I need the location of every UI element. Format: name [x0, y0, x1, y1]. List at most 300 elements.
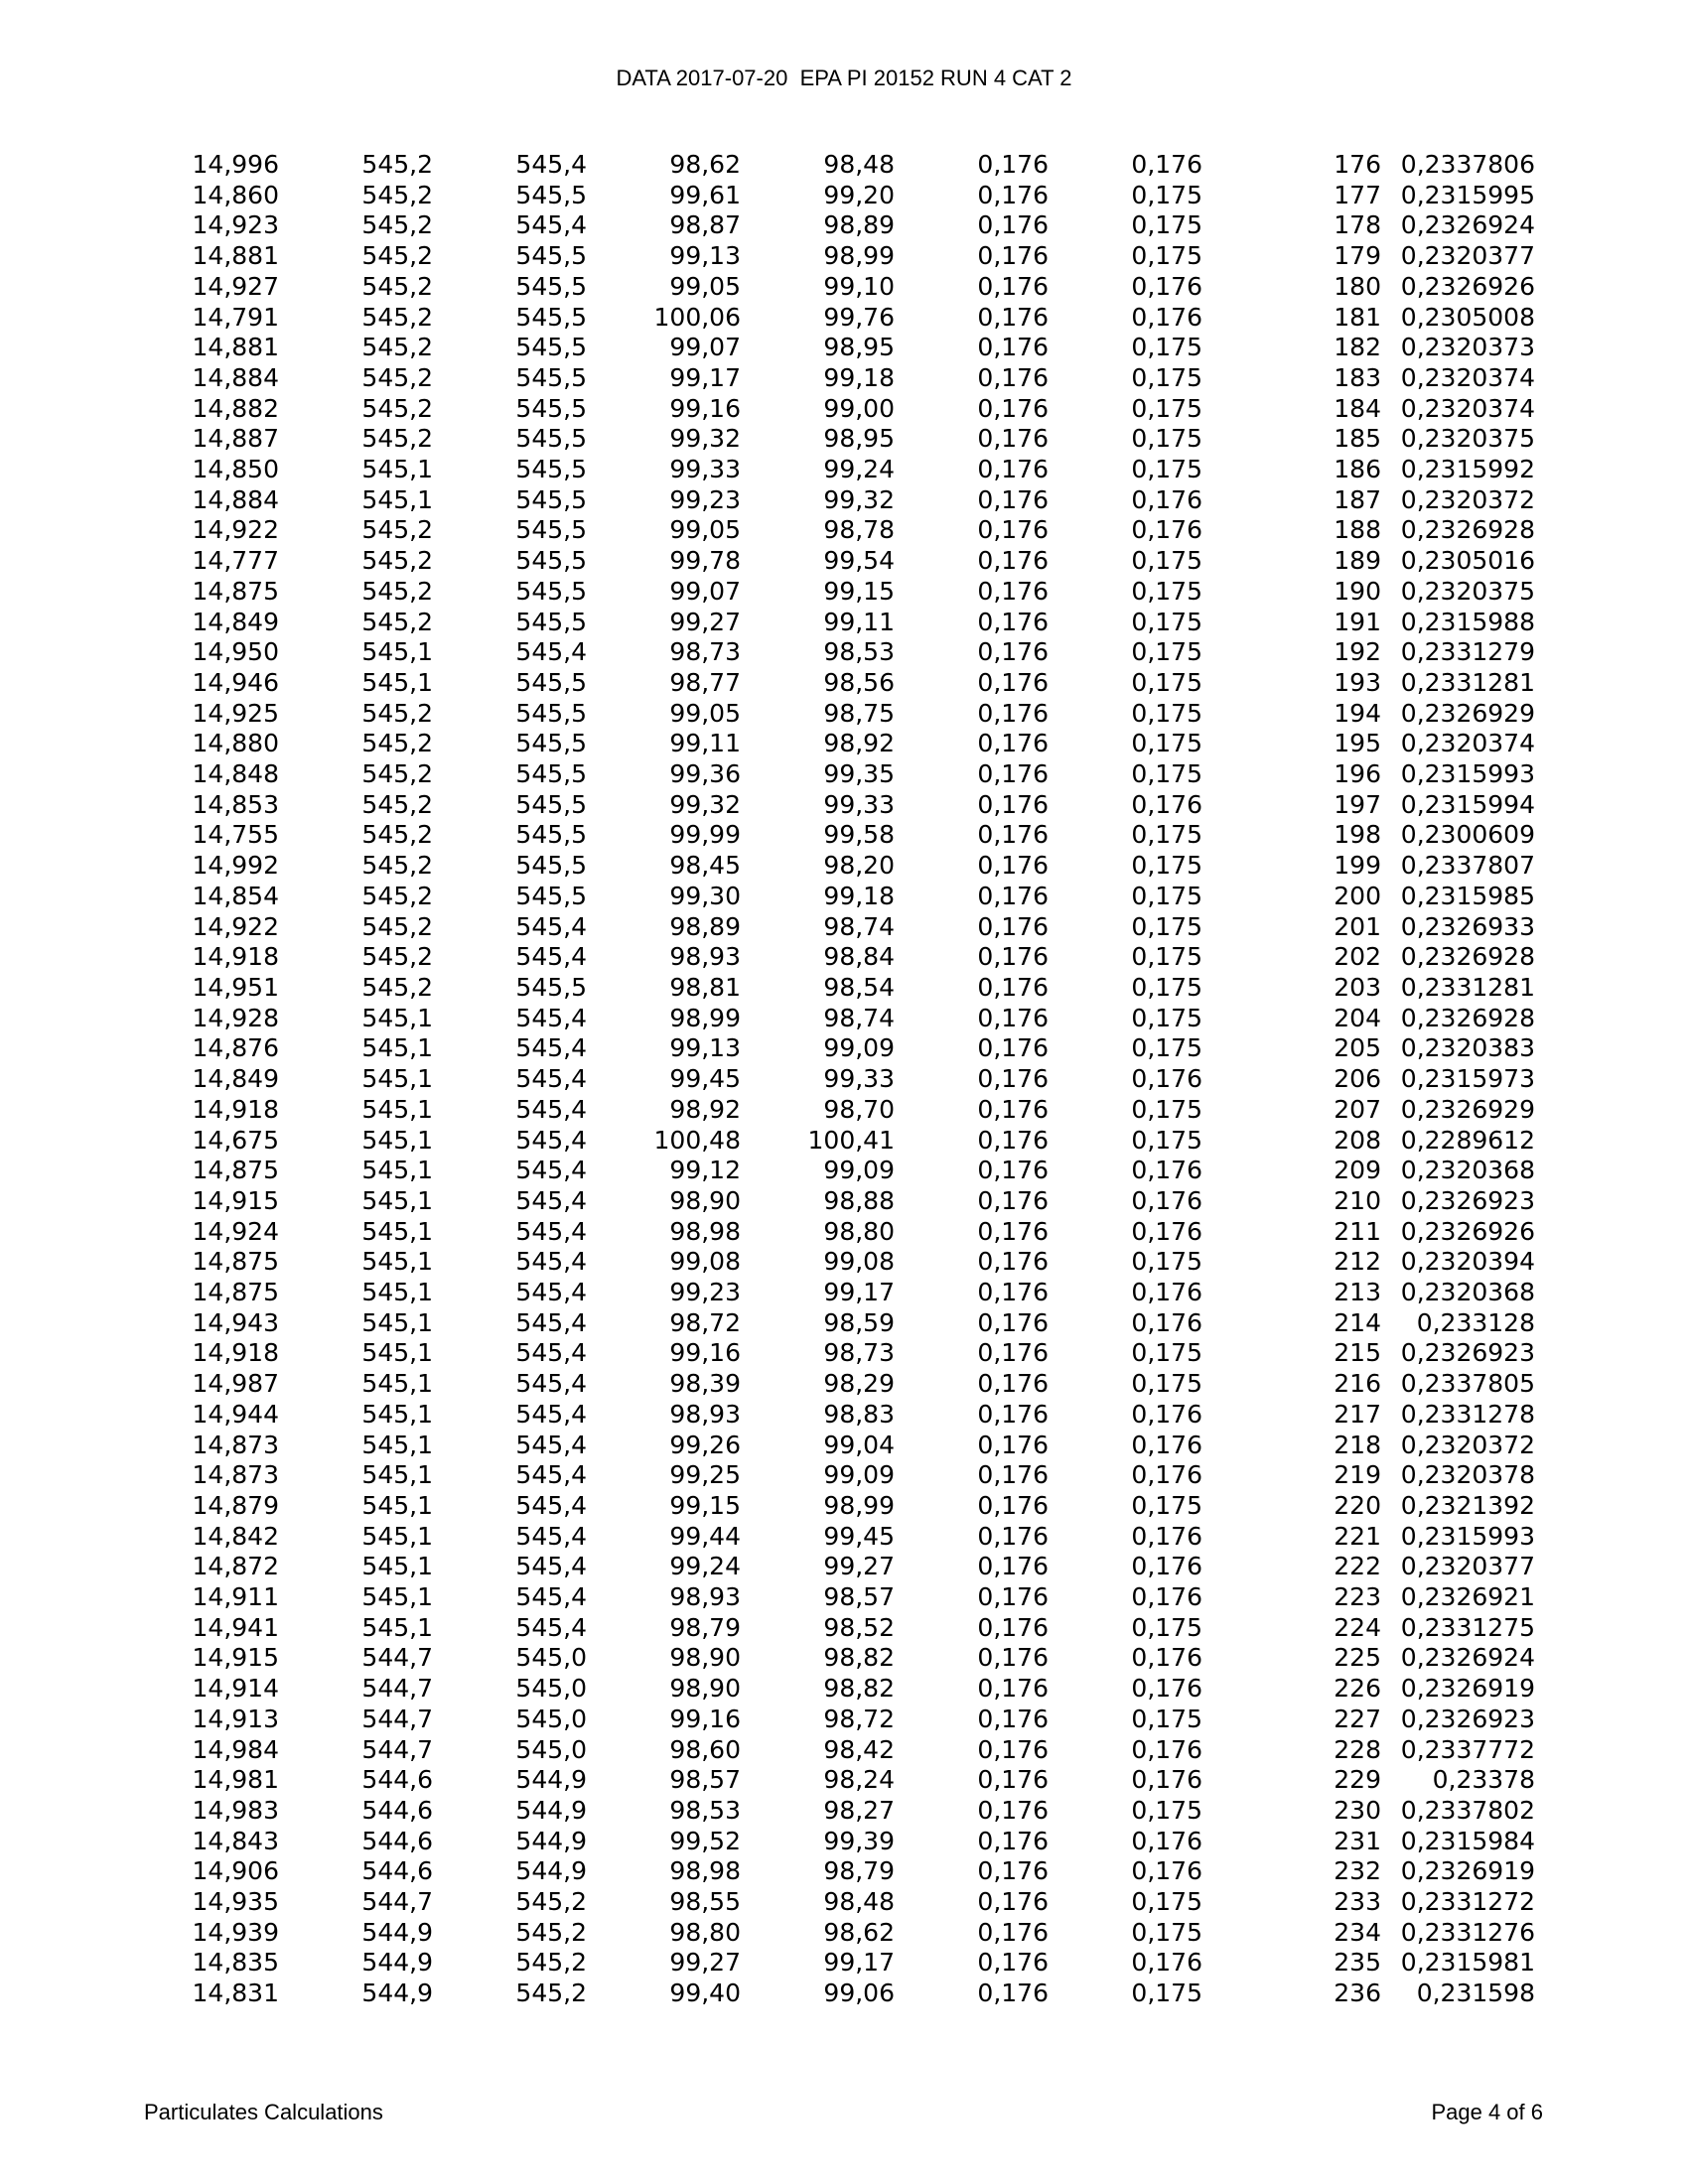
- table-cell: 0,176: [1131, 1826, 1202, 1855]
- table-cell: 545,5: [515, 302, 587, 332]
- table-cell: 100,48: [653, 1125, 741, 1155]
- table-cell: 0,176: [1131, 515, 1202, 545]
- table-cell: 545,2: [361, 333, 433, 362]
- table-row: [154, 759, 1535, 790]
- table-cell: 545,5: [515, 333, 587, 362]
- table-cell: 14,755: [192, 820, 279, 850]
- table-cell: 0,175: [1131, 1917, 1202, 1947]
- table-cell: 0,176: [977, 1033, 1049, 1063]
- table-cell: 195: [1334, 729, 1381, 758]
- table-cell: 545,2: [361, 576, 433, 606]
- table-cell: 545,1: [361, 1033, 433, 1063]
- table-cell: 14,981: [192, 1765, 279, 1795]
- table-cell: 0,176: [977, 851, 1049, 881]
- table-cell: 98,93: [669, 1582, 741, 1612]
- table-cell: 0,2326919: [1400, 1856, 1535, 1886]
- table-cell: 0,176: [1131, 1460, 1202, 1490]
- table-cell: 545,0: [515, 1643, 587, 1673]
- table-cell: 98,99: [823, 241, 895, 271]
- table-cell: 545,5: [515, 546, 587, 576]
- table-cell: 14,913: [192, 1704, 279, 1733]
- table-cell: 0,176: [977, 1216, 1049, 1246]
- table-cell: 205: [1334, 1033, 1381, 1063]
- table-cell: 186: [1334, 455, 1381, 484]
- table-cell: 98,82: [823, 1643, 895, 1673]
- table-cell: 0,2331276: [1400, 1917, 1535, 1947]
- table-cell: 0,2320372: [1400, 1430, 1535, 1459]
- table-cell: 188: [1334, 515, 1381, 545]
- table-cell: 14,992: [192, 851, 279, 881]
- table-cell: 0,2326928: [1400, 1003, 1535, 1032]
- table-cell: 0,2320368: [1400, 1278, 1535, 1307]
- table-cell: 545,4: [515, 942, 587, 972]
- table-cell: 98,90: [669, 1643, 741, 1673]
- table-cell: 0,2320375: [1400, 424, 1535, 454]
- table-cell: 98,77: [669, 667, 741, 697]
- table-row: [154, 1338, 1535, 1369]
- table-cell: 0,176: [977, 180, 1049, 209]
- table-cell: 99,32: [823, 484, 895, 514]
- table-cell: 14,944: [192, 1399, 279, 1429]
- table-cell: 0,176: [977, 150, 1049, 179]
- table-cell: 0,176: [1131, 302, 1202, 332]
- table-cell: 98,27: [823, 1795, 895, 1825]
- table-row: [154, 1186, 1535, 1217]
- table-row: [154, 210, 1535, 241]
- table-cell: 182: [1334, 333, 1381, 362]
- table-row: [154, 1460, 1535, 1491]
- table-cell: 99,20: [823, 180, 895, 209]
- table-cell: 99,35: [823, 759, 895, 789]
- table-cell: 98,29: [823, 1369, 895, 1399]
- table-cell: 0,176: [1131, 1734, 1202, 1764]
- table-cell: 545,4: [515, 1307, 587, 1337]
- table-cell: 99,00: [823, 393, 895, 423]
- table-cell: 545,1: [361, 1185, 433, 1215]
- table-cell: 232: [1334, 1856, 1381, 1886]
- table-cell: 0,176: [977, 424, 1049, 454]
- table-cell: 545,1: [361, 1460, 433, 1490]
- table-cell: 14,884: [192, 362, 279, 392]
- table-cell: 98,73: [823, 1338, 895, 1368]
- table-cell: 98,24: [823, 1765, 895, 1795]
- table-cell: 0,2320374: [1400, 362, 1535, 392]
- table-cell: 0,176: [1131, 271, 1202, 301]
- table-cell: 545,2: [361, 515, 433, 545]
- table-cell: 0,175: [1131, 1033, 1202, 1063]
- table-cell: 545,2: [361, 729, 433, 758]
- table-row: [154, 1796, 1535, 1827]
- table-cell: 0,2331278: [1400, 1399, 1535, 1429]
- table-cell: 0,2326924: [1400, 210, 1535, 240]
- table-cell: 98,74: [823, 1003, 895, 1032]
- table-cell: 545,5: [515, 759, 587, 789]
- table-cell: 545,1: [361, 1278, 433, 1307]
- table-cell: 0,2320368: [1400, 1156, 1535, 1185]
- table-cell: 99,07: [669, 333, 741, 362]
- table-cell: 0,176: [1131, 1521, 1202, 1551]
- table-cell: 14,943: [192, 1307, 279, 1337]
- table-cell: 99,06: [823, 1979, 895, 2008]
- table-cell: 14,915: [192, 1643, 279, 1673]
- table-cell: 99,04: [823, 1430, 895, 1459]
- table-row: [154, 1979, 1535, 2009]
- table-cell: 14,675: [192, 1125, 279, 1155]
- table-cell: 0,176: [1131, 1278, 1202, 1307]
- table-cell: 0,176: [977, 1795, 1049, 1825]
- table-cell: 99,25: [669, 1460, 741, 1490]
- table-cell: 545,1: [361, 1247, 433, 1277]
- table-cell: 545,1: [361, 1064, 433, 1094]
- table-cell: 0,23378: [1432, 1765, 1535, 1795]
- table-cell: 0,2320377: [1400, 1552, 1535, 1581]
- table-cell: 0,175: [1131, 1338, 1202, 1368]
- table-cell: 545,1: [361, 667, 433, 697]
- table-cell: 545,5: [515, 241, 587, 271]
- table-cell: 545,2: [361, 698, 433, 728]
- table-cell: 14,941: [192, 1612, 279, 1642]
- table-cell: 99,05: [669, 698, 741, 728]
- table-cell: 211: [1334, 1216, 1381, 1246]
- table-cell: 14,843: [192, 1826, 279, 1855]
- table-cell: 545,5: [515, 455, 587, 484]
- table-cell: 14,906: [192, 1856, 279, 1886]
- table-cell: 545,4: [515, 1521, 587, 1551]
- table-cell: 14,831: [192, 1979, 279, 2008]
- table-cell: 545,2: [361, 789, 433, 819]
- table-cell: 98,48: [823, 1887, 895, 1917]
- table-cell: 98,42: [823, 1734, 895, 1764]
- table-cell: 0,176: [977, 1674, 1049, 1704]
- table-cell: 545,2: [361, 607, 433, 636]
- table-cell: 545,0: [515, 1704, 587, 1733]
- table-cell: 0,176: [977, 1460, 1049, 1490]
- table-cell: 545,4: [515, 1460, 587, 1490]
- table-cell: 98,80: [823, 1216, 895, 1246]
- table-row: [154, 546, 1535, 577]
- table-cell: 545,5: [515, 271, 587, 301]
- table-cell: 99,12: [669, 1156, 741, 1185]
- table-cell: 14,880: [192, 729, 279, 758]
- table-row: [154, 1918, 1535, 1949]
- table-row: [154, 1278, 1535, 1308]
- table-cell: 544,7: [361, 1704, 433, 1733]
- table-cell: 545,4: [515, 1064, 587, 1094]
- table-row: [154, 1522, 1535, 1553]
- table-cell: 0,2300609: [1400, 820, 1535, 850]
- table-cell: 222: [1334, 1552, 1381, 1581]
- table-cell: 198: [1334, 820, 1381, 850]
- table-body: [154, 150, 1535, 2009]
- table-cell: 223: [1334, 1582, 1381, 1612]
- table-cell: 0,176: [1131, 1765, 1202, 1795]
- table-cell: 545,4: [515, 911, 587, 941]
- table-cell: 196: [1334, 759, 1381, 789]
- table-cell: 14,850: [192, 455, 279, 484]
- table-cell: 545,1: [361, 1369, 433, 1399]
- table-cell: 0,2331275: [1400, 1612, 1535, 1642]
- table-cell: 231: [1334, 1826, 1381, 1855]
- table-cell: 544,7: [361, 1887, 433, 1917]
- table-cell: 0,2315995: [1400, 180, 1535, 209]
- table-cell: 98,73: [669, 637, 741, 667]
- table-cell: 0,175: [1131, 820, 1202, 850]
- table-cell: 0,176: [977, 1612, 1049, 1642]
- table-cell: 98,93: [669, 1399, 741, 1429]
- table-cell: 545,0: [515, 1734, 587, 1764]
- table-cell: 14,987: [192, 1369, 279, 1399]
- table-cell: 0,175: [1131, 607, 1202, 636]
- table-cell: 0,176: [1131, 1399, 1202, 1429]
- table-cell: 0,175: [1131, 362, 1202, 392]
- table-cell: 99,08: [669, 1247, 741, 1277]
- table-cell: 545,4: [515, 1185, 587, 1215]
- table-cell: 0,176: [977, 698, 1049, 728]
- table-cell: 545,1: [361, 1338, 433, 1368]
- table-cell: 545,4: [515, 1156, 587, 1185]
- table-cell: 545,4: [515, 1490, 587, 1520]
- table-cell: 99,45: [669, 1064, 741, 1094]
- table-cell: 545,4: [515, 1338, 587, 1368]
- table-cell: 98,92: [669, 1094, 741, 1124]
- table-cell: 98,70: [823, 1094, 895, 1124]
- table-cell: 99,16: [669, 1338, 741, 1368]
- table-cell: 99,27: [823, 1552, 895, 1581]
- table-cell: 98,39: [669, 1369, 741, 1399]
- table-cell: 0,2326929: [1400, 1094, 1535, 1124]
- table-cell: 545,5: [515, 180, 587, 209]
- table-cell: 98,90: [669, 1185, 741, 1215]
- table-row: [154, 241, 1535, 272]
- table-cell: 215: [1334, 1338, 1381, 1368]
- table-cell: 0,175: [1131, 1795, 1202, 1825]
- table-row: [154, 851, 1535, 882]
- table-cell: 99,05: [669, 515, 741, 545]
- table-cell: 545,4: [515, 1125, 587, 1155]
- table-cell: 545,4: [515, 1430, 587, 1459]
- table-cell: 0,176: [977, 789, 1049, 819]
- table-cell: 0,176: [977, 210, 1049, 240]
- table-cell: 0,176: [977, 972, 1049, 1002]
- table-cell: 14,924: [192, 1216, 279, 1246]
- table-cell: 0,176: [1131, 1307, 1202, 1337]
- table-cell: 0,176: [1131, 1856, 1202, 1886]
- table-cell: 14,854: [192, 881, 279, 910]
- table-cell: 0,176: [977, 302, 1049, 332]
- table-cell: 99,30: [669, 881, 741, 910]
- table-cell: 0,176: [977, 1185, 1049, 1215]
- table-cell: 14,872: [192, 1552, 279, 1581]
- table-cell: 0,2337805: [1400, 1369, 1535, 1399]
- table-row: [154, 1095, 1535, 1126]
- table-cell: 99,76: [823, 302, 895, 332]
- table-cell: 14,884: [192, 484, 279, 514]
- table-cell: 190: [1334, 576, 1381, 606]
- table-cell: 545,1: [361, 1552, 433, 1581]
- table-cell: 545,2: [361, 210, 433, 240]
- table-cell: 0,175: [1131, 1887, 1202, 1917]
- table-cell: 14,927: [192, 271, 279, 301]
- table-cell: 544,9: [515, 1826, 587, 1855]
- table-cell: 99,23: [669, 1278, 741, 1307]
- table-cell: 202: [1334, 942, 1381, 972]
- table-cell: 0,176: [977, 607, 1049, 636]
- table-cell: 98,72: [823, 1704, 895, 1733]
- table-cell: 545,1: [361, 1003, 433, 1032]
- table-cell: 0,2305008: [1400, 302, 1535, 332]
- table-cell: 14,939: [192, 1917, 279, 1947]
- table-cell: 545,2: [515, 1917, 587, 1947]
- table-cell: 0,2326921: [1400, 1582, 1535, 1612]
- table-cell: 98,90: [669, 1674, 741, 1704]
- table-cell: 545,2: [361, 424, 433, 454]
- table-cell: 177: [1334, 180, 1381, 209]
- table-cell: 545,4: [515, 637, 587, 667]
- table-cell: 98,20: [823, 851, 895, 881]
- table-cell: 0,2320374: [1400, 729, 1535, 758]
- table-cell: 99,17: [823, 1948, 895, 1978]
- table-cell: 544,9: [361, 1917, 433, 1947]
- table-row: [154, 942, 1535, 973]
- table-cell: 0,176: [977, 911, 1049, 941]
- table-cell: 14,876: [192, 1033, 279, 1063]
- table-cell: 14,951: [192, 972, 279, 1002]
- table-row: [154, 272, 1535, 303]
- table-cell: 545,5: [515, 729, 587, 758]
- table-cell: 0,2331281: [1400, 972, 1535, 1002]
- table-cell: 0,176: [1131, 789, 1202, 819]
- table-cell: 0,2326929: [1400, 698, 1535, 728]
- table-cell: 0,2337772: [1400, 1734, 1535, 1764]
- table-cell: 0,176: [1131, 1064, 1202, 1094]
- table-cell: 545,1: [361, 1521, 433, 1551]
- table-cell: 0,175: [1131, 1612, 1202, 1642]
- table-cell: 0,176: [1131, 1185, 1202, 1215]
- table-cell: 183: [1334, 362, 1381, 392]
- table-cell: 98,89: [669, 911, 741, 941]
- table-cell: 544,9: [361, 1979, 433, 2008]
- table-cell: 99,61: [669, 180, 741, 209]
- table-cell: 0,2331279: [1400, 637, 1535, 667]
- table-cell: 544,6: [361, 1856, 433, 1886]
- table-cell: 99,09: [823, 1460, 895, 1490]
- table-cell: 545,5: [515, 851, 587, 881]
- table-cell: 99,23: [669, 484, 741, 514]
- table-cell: 0,2315973: [1400, 1064, 1535, 1094]
- table-cell: 14,928: [192, 1003, 279, 1032]
- table-cell: 98,74: [823, 911, 895, 941]
- table-cell: 545,5: [515, 576, 587, 606]
- table-cell: 99,10: [823, 271, 895, 301]
- table-cell: 98,87: [669, 210, 741, 240]
- table-cell: 0,175: [1131, 1490, 1202, 1520]
- table-cell: 98,55: [669, 1887, 741, 1917]
- table-cell: 98,62: [823, 1917, 895, 1947]
- table-cell: 216: [1334, 1369, 1381, 1399]
- table-cell: 545,4: [515, 1369, 587, 1399]
- table-cell: 545,2: [361, 911, 433, 941]
- table-cell: 545,2: [361, 820, 433, 850]
- page-title: DATA 2017-07-20 EPA PI 20152 RUN 4 CAT 2: [616, 66, 1072, 90]
- table-cell: 99,13: [669, 1033, 741, 1063]
- table-cell: 545,4: [515, 1612, 587, 1642]
- table-row: [154, 1126, 1535, 1157]
- table-cell: 0,176: [1131, 1643, 1202, 1673]
- table-cell: 230: [1334, 1795, 1381, 1825]
- table-row: [154, 1491, 1535, 1522]
- table-row: [154, 1643, 1535, 1674]
- table-cell: 0,2315992: [1400, 455, 1535, 484]
- table-cell: 0,176: [977, 1278, 1049, 1307]
- table-cell: 184: [1334, 393, 1381, 423]
- table-cell: 14,946: [192, 667, 279, 697]
- table-cell: 98,93: [669, 942, 741, 972]
- table-cell: 99,11: [669, 729, 741, 758]
- table-cell: 0,175: [1131, 698, 1202, 728]
- table-cell: 98,59: [823, 1307, 895, 1337]
- table-cell: 0,176: [977, 546, 1049, 576]
- table-cell: 98,82: [823, 1674, 895, 1704]
- table-cell: 544,7: [361, 1643, 433, 1673]
- table-row: [154, 150, 1535, 181]
- table-cell: 14,881: [192, 333, 279, 362]
- table-row: [154, 424, 1535, 455]
- table-cell: 0,2337806: [1400, 150, 1535, 179]
- table-cell: 0,176: [977, 1094, 1049, 1124]
- table-cell: 14,849: [192, 607, 279, 636]
- table-cell: 545,5: [515, 820, 587, 850]
- table-row: [154, 729, 1535, 759]
- table-cell: 210: [1334, 1185, 1381, 1215]
- table-cell: 0,176: [977, 1338, 1049, 1368]
- table-cell: 14,984: [192, 1734, 279, 1764]
- table-cell: 99,32: [669, 424, 741, 454]
- table-row: [154, 303, 1535, 334]
- table-cell: 0,2320377: [1400, 241, 1535, 271]
- table-cell: 0,175: [1131, 1003, 1202, 1032]
- table-cell: 0,2320372: [1400, 484, 1535, 514]
- table-cell: 99,18: [823, 362, 895, 392]
- table-cell: 226: [1334, 1674, 1381, 1704]
- table-cell: 544,6: [361, 1795, 433, 1825]
- table-cell: 544,9: [515, 1765, 587, 1795]
- table-row: [154, 333, 1535, 363]
- table-cell: 0,176: [1131, 1582, 1202, 1612]
- table-cell: 0,175: [1131, 546, 1202, 576]
- table-cell: 545,1: [361, 1582, 433, 1612]
- table-row: [154, 882, 1535, 912]
- table-cell: 0,176: [977, 1430, 1049, 1459]
- table-cell: 98,62: [669, 150, 741, 179]
- table-cell: 0,2326933: [1400, 911, 1535, 941]
- table-cell: 545,5: [515, 667, 587, 697]
- table-cell: 545,2: [515, 1948, 587, 1978]
- table-cell: 98,78: [823, 515, 895, 545]
- table-cell: 0,176: [1131, 1948, 1202, 1978]
- table-cell: 0,2315988: [1400, 607, 1535, 636]
- table-cell: 0,176: [977, 1704, 1049, 1733]
- table-cell: 99,09: [823, 1156, 895, 1185]
- table-cell: 98,53: [823, 637, 895, 667]
- table-cell: 0,176: [977, 1948, 1049, 1978]
- table-cell: 99,11: [823, 607, 895, 636]
- table-cell: 14,923: [192, 210, 279, 240]
- table-cell: 0,175: [1131, 1979, 1202, 2008]
- table-cell: 0,175: [1131, 911, 1202, 941]
- table-row: [154, 668, 1535, 699]
- table-cell: 14,853: [192, 789, 279, 819]
- table-cell: 228: [1334, 1734, 1381, 1764]
